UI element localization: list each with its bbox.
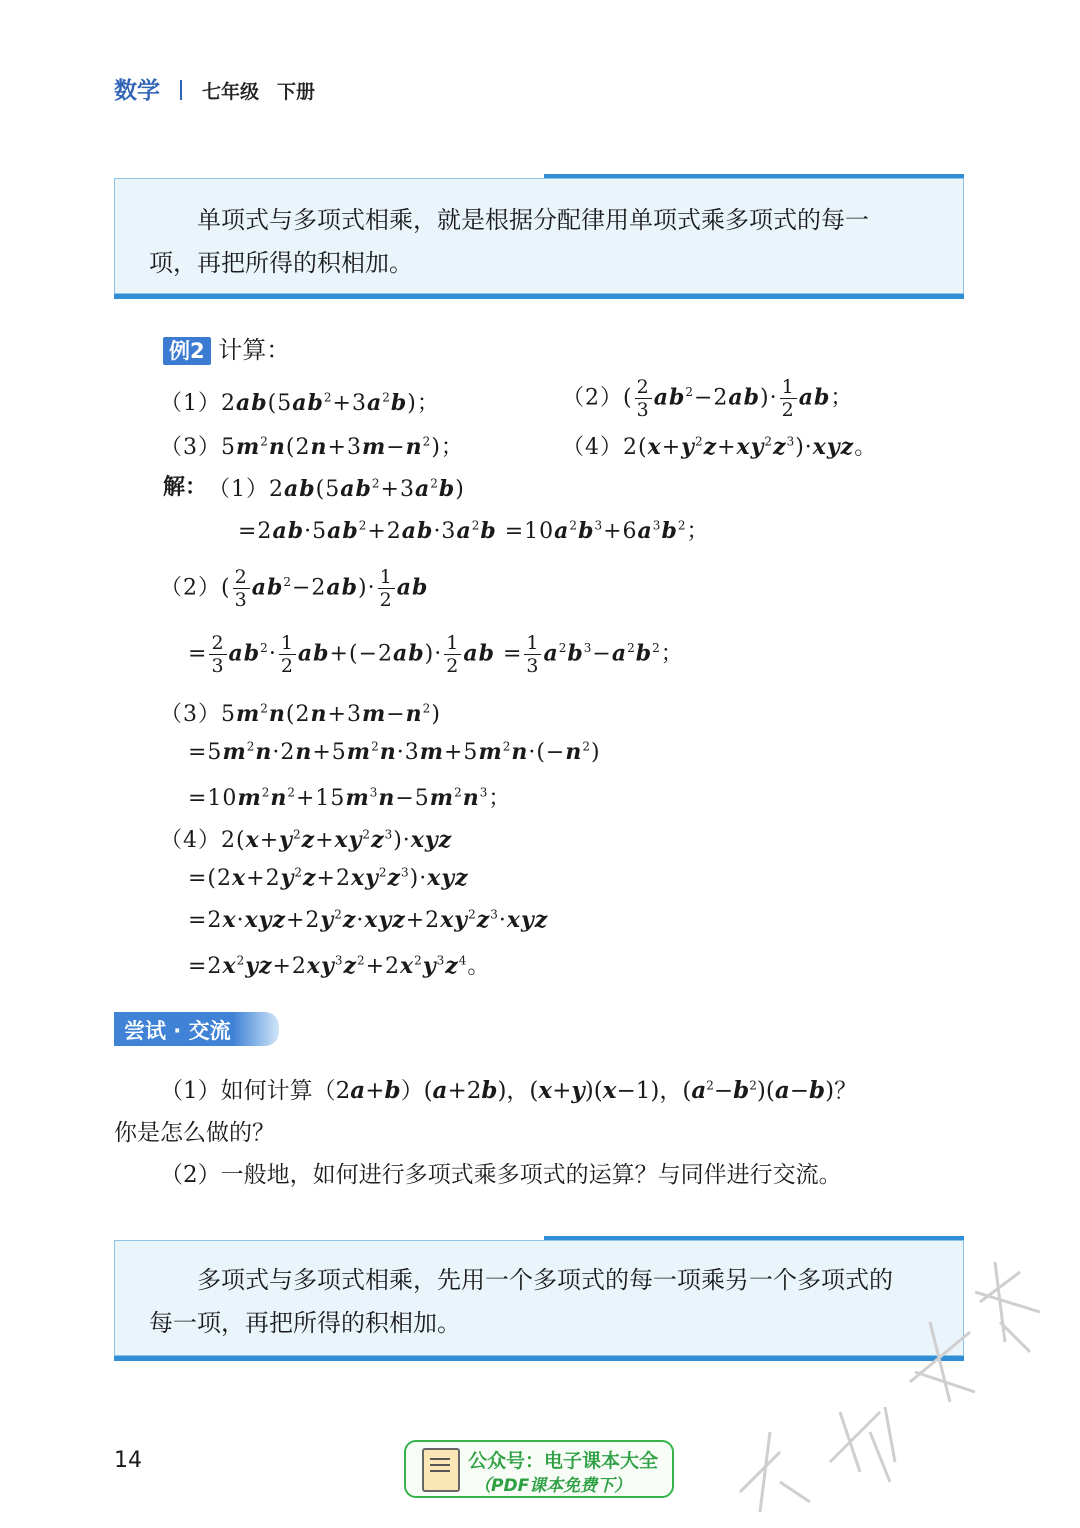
example-tag: 例2: [163, 337, 211, 365]
problem-1: $(1)2ab(5ab^2+3a^2b)$；: [160, 390, 440, 416]
running-header: [114, 72, 315, 105]
example-prompt: 计算：: [218, 336, 291, 364]
rule-text-line1: 多项式与多项式相乘，先用一个多项式的每一项乘另一个多项式的: [197, 1266, 893, 1294]
page-number: 14: [114, 1448, 142, 1473]
solution-label: 解：: [163, 475, 208, 500]
solution-3-line1: $(3)5m^2n(2n+3m-n^2)$: [160, 701, 441, 727]
solution-4-line1: $(4)2(x+y^2z+xy^2z^3)\cdot xyz$: [160, 827, 453, 853]
solution-3-line2: $=5m^2n\cdot 2n+5m^2n\cdot 3m+5m^2n\cdot(-n^2)$: [188, 739, 601, 765]
rule-text-line1: 单项式与多项式相乘，就是根据分配律用单项式乘多项式的每一: [197, 206, 869, 234]
book-icon: [422, 1448, 460, 1492]
source-stamp: [404, 1440, 674, 1498]
stamp-line2: （PDF课本免费下）: [474, 1476, 632, 1496]
grade-label: 七年级: [202, 81, 260, 103]
publisher-watermark: [720, 1232, 1050, 1522]
rule-box-monomial-polynomial: [114, 178, 964, 294]
solution-4-line2: $=(2x+2y^2z+2xy^2z^3)\cdot xyz$: [188, 865, 469, 891]
solution-4-line3: $=2x\cdot xyz+2y^2z\cdot xyz+2xy^2z^3\cdot xyz$: [188, 907, 549, 933]
solution-4-line4: $=2x^2yz+2xy^3z^2+2x^2y^3z^4$。: [188, 953, 491, 979]
try-question-1: （1）如何计算（2a+b）(a+2b)，(x+y)(x−1)，$(a^2-b^2)(a-b)$？: [160, 1077, 858, 1104]
solution-1-line2: $=2ab\cdot 5ab^2+2ab\cdot 3a^2b =10a^2b^3+6a^3b^2$；: [238, 518, 710, 544]
subject-label: 数学: [114, 78, 160, 104]
try-question-2: （2）一般地，如何进行多项式乘多项式的运算？与同伴进行交流。: [160, 1162, 842, 1188]
header-divider: [180, 80, 182, 100]
rule-text-line2: 每一项，再把所得的积相加。: [149, 1309, 461, 1337]
problem-3: $(3)5m^2n(2n+3m-n^2)$；: [160, 434, 464, 460]
problem-2: （2）( $\frac{2}{3}$ $ab^2-2ab)\cdot$ $\frac{1}{2}$ ab；: [562, 376, 854, 421]
solution-3-line3: $=10m^2n^2+15m^3n-5m^2n^3$；: [188, 785, 512, 811]
try-discuss-title: 尝试 · 交流: [124, 1019, 231, 1043]
problem-4: $(4)2(x+y^2z+xy^2z^3)\cdot xyz$。: [562, 434, 878, 460]
solution-2-line2: = $\frac{2}{3}$ $ab^2\cdot$ $\frac{1}{2}$ ab+(−2ab)· $\frac{1}{2}$ ab = $\frac{1}{3}$ $a^2b^3-a^2b^2$；: [188, 632, 684, 677]
try-discuss-banner: [114, 1012, 279, 1046]
rule-text-line2: 项，再把所得的积相加。: [149, 249, 413, 277]
solution-2-line1: （2）( $\frac{2}{3}$ $ab^2-2ab)\cdot$ $\frac{1}{2}$ ab: [160, 566, 429, 611]
try-question-1-tail: 你是怎么做的？: [114, 1120, 275, 1146]
box-bottom-accent: [114, 294, 964, 299]
solution-1-line1: $(1)2ab(5ab^2+3a^2b)$: [208, 476, 465, 502]
volume-label: 下册: [277, 81, 316, 103]
stamp-line1: 公众号：电子课本大全: [468, 1450, 659, 1472]
box-top-accent: [544, 174, 964, 178]
example-heading: [163, 330, 290, 365]
